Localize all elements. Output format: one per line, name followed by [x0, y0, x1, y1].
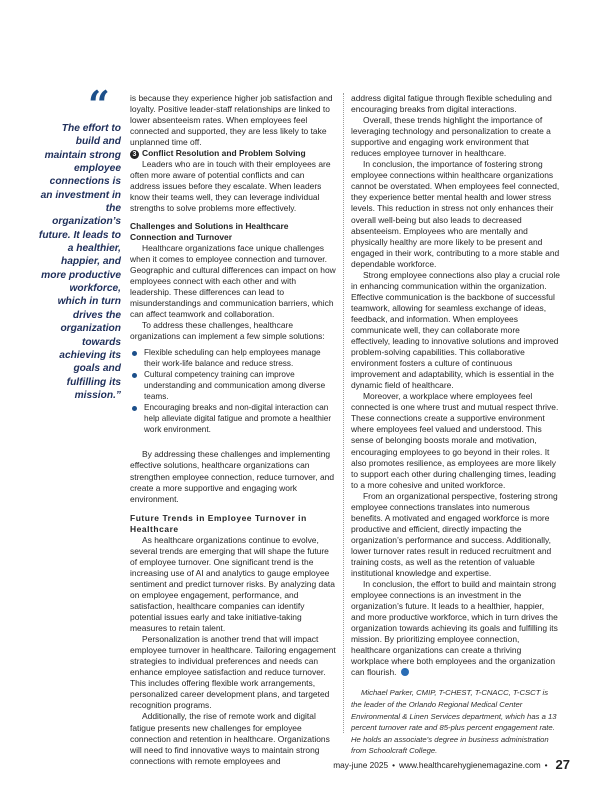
article-column-right: [351, 93, 560, 757]
paragraph: Overall, these trends highlight the importance of leveraging technology and personalization to create a supportive and engaging work environment that reduces employee turnover in healthcare.: [351, 115, 551, 159]
page-footer: [320, 757, 570, 772]
end-of-article-icon: [401, 668, 409, 676]
subsection-heading: [130, 148, 336, 159]
paragraph: To address these challenges, healthcare organizations can implement a few simple solutions:: [130, 319, 325, 341]
pull-quote: The effort to build and maintain strong employee connections is an investment in the organization’s future. It leads to a healthier, happier, and more productive workforce, which in turn drives the organization towards achieving its goals and fulfilling its mission.”: [38, 123, 121, 401]
issue-date: may-june 2025: [333, 760, 389, 770]
separator-icon: •: [544, 760, 548, 770]
bullet-list: [130, 347, 336, 435]
paragraph: [351, 579, 560, 678]
website-link[interactable]: www.healthcarehygienemagazine.com: [399, 760, 541, 770]
list-item: Cultural competency training can improve understanding and communication among diverse teams.: [130, 369, 336, 402]
page-number: 27: [555, 757, 570, 772]
paragraph: By addressing these challenges and implementing effective solutions, healthcare organizations can strengthen employee connection, reduce turnover, and create a more supportive and engaging work environment.: [130, 449, 335, 504]
paragraph: Moreover, a workplace where employees feel connected is one where trust and mutual respect thrive. These connections create a supportive environment where employees feel valued and understood. This sense of belonging boosts morale and motivation, encouraging employees to go beyond in their roles. It also promotes resilience, as employees are more likely to support each other during challenging times, leading to a more cohesive and united workforce.: [351, 391, 559, 490]
section-heading: Challenges and Solutions in Healthcare Connection and Turnover: [130, 220, 289, 242]
subsection-title: Conflict Resolution and Problem Solving: [142, 148, 306, 159]
column-divider: [343, 93, 344, 733]
author-bio: Michael Parker, CMIP, T-CHEST, T-CNACC, T-CSCT is the leader of the Orlando Regional Medical Center Environmental & Linen Services department, which has a 13 percent turnover rate and 85-plus percent engagement rate. He holds an associate’s degree in business administration from Schoolcraft College.: [351, 688, 557, 756]
paragraph: In conclusion, the importance of fostering strong employee connections within healthcare organizations cannot be overstated. When employees feel connected, they experience better mental health and lower stress levels. This reduction in stress not only enhances their overall well-being but also leads to decreased absenteeism. Employees who are mentally and physically healthy are more likely to be present and engaged in their work, contributing to a more stable and dependable workforce.: [351, 159, 560, 269]
paragraph: From an organizational perspective, fostering strong employee connections translates into numerous benefits. A motivated and engaged workforce is more productive and efficient, directly impacting the organization’s performance and success. Additionally, lower turnover rates result in reduced recruitment and training costs, as well as the retention of valuable institutional knowledge and expertise.: [351, 490, 558, 579]
list-item: Encouraging breaks and non-digital interaction can help alleviate digital fatigue and promote a healthier work environment.: [130, 402, 336, 435]
paragraph-text: In conclusion, the effort to build and maintain strong employee connections is an investment in the organization’s future. It leads to a healthier, happier, and more productive workforce, which in turn drives the organization towards achieving its goals and fulfilling its mission. By prioritizing employee connection, healthcare organizations can create a thriving workplace where both employees and the organization can flourish.: [351, 579, 558, 678]
paragraph: Strong employee connections also play a crucial role in enhancing communication within the organization. Effective communication is the backbone of successful teamwork, allowing for seamless exchange of ideas, feedback, and information. When employees communicate well, they can collaborate more effectively, leading to innovative solutions and improved problem-solving capabilities. This collaborative environment fosters a culture of continuous improvement and adaptability, which is essential in the dynamic field of healthcare.: [351, 269, 560, 391]
paragraph: Additionally, the rise of remote work and digital fatigue presents new challenges for employee connection and retention in healthcare. Organizations will need to find innovative ways to maintain strong connections with remote employees and: [130, 711, 330, 766]
paragraph: Leaders who are in touch with their employees are often more aware of potential conflicts and can address issues before they escalate. When leaders know their teams well, they can leverage individual strengths to solve problems more effectively.: [130, 159, 331, 214]
list-item: Flexible scheduling can help employees manage their work-life balance and reduce stress.: [130, 347, 336, 369]
paragraph: As healthcare organizations continue to evolve, several trends are emerging that will shape the future of employee turnover. One significant trend is the increasing use of AI and analytics to gauge employee sentiment and predict turnover risks. By analyzing data on employee engagement, performance, and satisfaction, healthcare companies can identify potential issues early and take initiative-taking measures to retain talent.: [130, 534, 335, 634]
paragraph: address digital fatigue through flexible scheduling and encouraging breaks from digital interactions.: [351, 93, 552, 115]
separator-icon: •: [392, 760, 396, 770]
number-badge: 3: [130, 150, 139, 159]
section-heading: Future Trends in Employee Turnover in Healthcare: [130, 512, 307, 534]
quote-mark-icon: “: [88, 82, 110, 127]
paragraph: Healthcare organizations face unique challenges when it comes to employee connection and turnover. Geographic and cultural differences can impact on how employees connect with each other and with leadership. These differences can lead to misunderstandings and communication barriers, which can affect teamwork and collaboration.: [130, 242, 336, 319]
paragraph: Personalization is another trend that will impact employee turnover in healthcare. Tailoring engagement strategies to individual preferences and needs can enhance employee satisfaction and reduce turnover. This includes offering flexible work arrangements, personalized career development plans, and targeted recognition programs.: [130, 634, 336, 711]
paragraph: is because they experience higher job satisfaction and loyalty. Positive leader-staff relationships are linked to lower absenteeism rates. When employees feel connected and supported, they are less likely to take unplanned time off.: [130, 93, 333, 148]
article-column-left: [130, 93, 336, 767]
